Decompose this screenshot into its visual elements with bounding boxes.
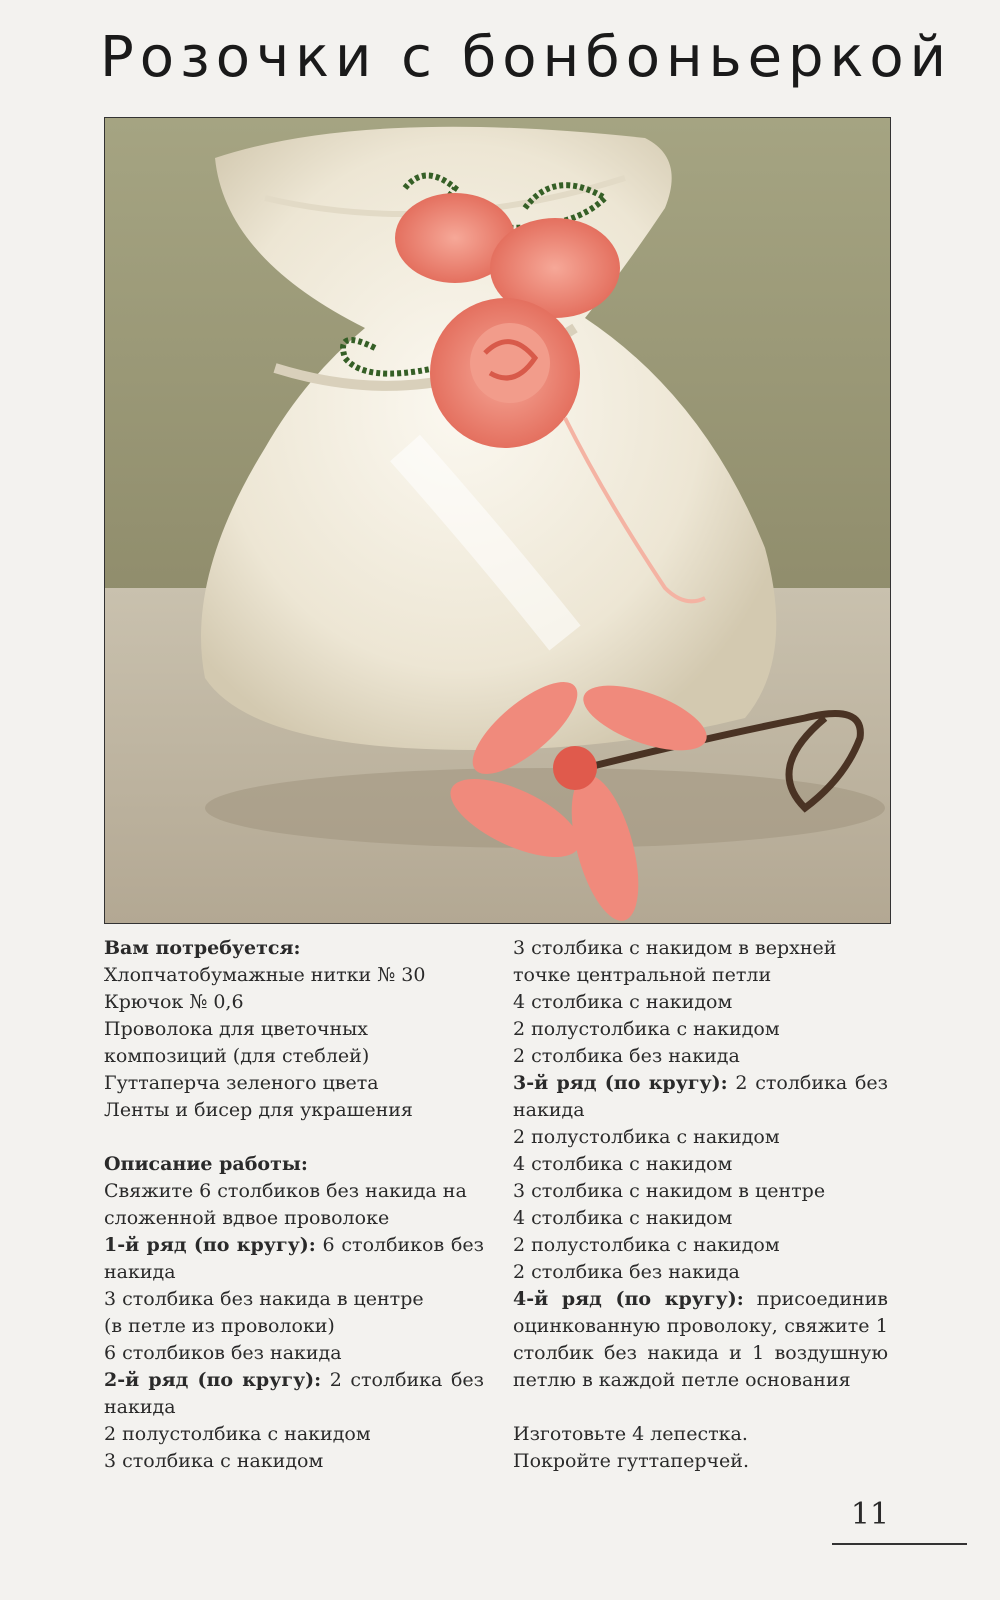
row2-instruction	[104, 1367, 484, 1421]
row3-text: 2 столбика без накида	[513, 1072, 888, 1121]
instructions-right	[513, 935, 888, 1475]
row4-text: присоединив оцинкованную проволоку, свяжите 1 столбик без накида и 1 воздушную петлю в каждой петле основания	[513, 1288, 889, 1391]
materials-item: композиций (для стеблей)	[104, 1045, 370, 1067]
instruction-line: 2 столбика без накида	[513, 1045, 740, 1067]
materials-and-instructions-left	[104, 935, 484, 1475]
instruction-line: 6 столбиков без накида	[104, 1342, 342, 1364]
instruction-line: 4 столбика с накидом	[513, 1207, 733, 1229]
page-number-rule	[832, 1543, 967, 1545]
materials-item: Гуттаперча зеленого цвета	[104, 1072, 379, 1094]
instruction-line: (в петле из проволоки)	[104, 1315, 335, 1337]
instruction-line: 4 столбика с накидом	[513, 1153, 733, 1175]
photo-illustration	[105, 118, 890, 923]
materials-heading: Вам потребуется:	[104, 937, 301, 959]
instruction-line: 2 столбика без накида	[513, 1261, 740, 1283]
instruction-line: 2 полустолбика с накидом	[104, 1423, 371, 1445]
materials-item: Крючок № 0,6	[104, 991, 244, 1013]
instruction-line: 3 столбика без накида в центре	[104, 1288, 424, 1310]
row1-label: 1-й ряд (по кругу):	[104, 1234, 316, 1256]
instruction-line: 3 столбика с накидом	[104, 1450, 324, 1472]
instruction-line: 2 полустолбика с накидом	[513, 1126, 780, 1148]
row1-instruction	[104, 1232, 484, 1286]
description-heading: Описание работы:	[104, 1153, 308, 1175]
instruction-line: 2 полустолбика с накидом	[513, 1234, 780, 1256]
instruction-line: Изготовьте 4 лепестка.	[513, 1423, 748, 1445]
row4-label: 4-й ряд (по кругу):	[513, 1288, 744, 1310]
materials-item: Ленты и бисер для украшения	[104, 1099, 413, 1121]
product-photo	[104, 117, 891, 924]
row1-text: 6 столбиков без накида	[104, 1234, 485, 1283]
row4-instruction	[513, 1286, 888, 1394]
instruction-line: Покройте гуттаперчей.	[513, 1450, 750, 1472]
row2-label: 2-й ряд (по кругу):	[104, 1369, 322, 1391]
page-title: Розочки с бонбоньеркой	[100, 25, 953, 90]
instruction-line: 3 столбика с накидом в верхней точке центральной петли	[513, 937, 837, 986]
instruction-line: 4 столбика с накидом	[513, 991, 733, 1013]
materials-item: Хлопчатобумажные нитки № 30	[104, 964, 426, 986]
instruction-line: 2 полустолбика с накидом	[513, 1018, 780, 1040]
instruction-line: Свяжите 6 столбиков без накида на	[104, 1180, 467, 1202]
instruction-line: 3 столбика с накидом в центре	[513, 1180, 826, 1202]
page-number: 11	[850, 1497, 890, 1532]
materials-item: Проволока для цветочных	[104, 1018, 369, 1040]
row2-text: 2 столбика без накида	[104, 1369, 484, 1418]
row3-instruction	[513, 1070, 888, 1124]
row3-label: 3-й ряд (по кругу):	[513, 1072, 728, 1094]
instruction-line: сложенной вдвое проволоке	[104, 1207, 390, 1229]
